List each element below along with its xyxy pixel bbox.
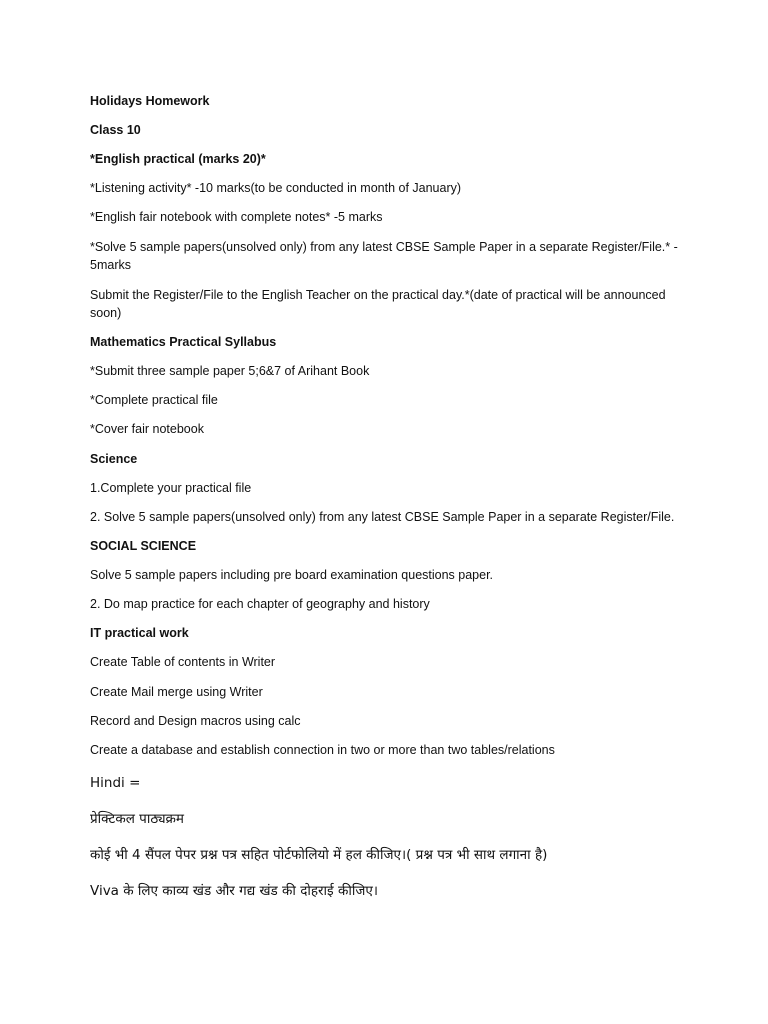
hindi-practical-syllabus: प्रेक्टिकल पाठ्यक्रम (90, 811, 184, 827)
document-title: Holidays Homework (90, 94, 210, 108)
hindi-section-heading: Hindi = (90, 775, 141, 791)
maths-section-heading: Mathematics Practical Syllabus (90, 335, 277, 349)
social-science-item-map-practice: 2. Do map practice for each chapter of geography and history (90, 597, 430, 611)
maths-item-practical-file: *Complete practical file (90, 393, 218, 407)
it-item-table-of-contents: Create Table of contents in Writer (90, 655, 276, 669)
it-item-database: Create a database and establish connection in two or more than two tables/relations (90, 743, 555, 757)
hindi-item-viva: Viva के लिए काव्य खंड और गद्य खंड की दोहराई कीजिए। (90, 883, 378, 899)
it-section-heading: IT practical work (90, 626, 189, 640)
english-item-submit: Submit the Register/File to the English Teacher on the practical day.*(date of practical will be announced soon) (90, 288, 666, 320)
science-item-sample-papers: 2. Solve 5 sample papers(unsolved only) from any latest CBSE Sample Paper in a separate Register/File. (90, 510, 675, 524)
social-science-section-heading: SOCIAL SCIENCE (90, 539, 197, 553)
english-item-notebook: *English fair notebook with complete notes* -5 marks (90, 210, 383, 224)
maths-item-notebook: *Cover fair notebook (90, 422, 204, 436)
it-item-mail-merge: Create Mail merge using Writer (90, 685, 263, 699)
it-item-macros: Record and Design macros using calc (90, 714, 301, 728)
science-section-heading: Science (90, 452, 138, 466)
social-science-item-sample-papers: Solve 5 sample papers including pre board examination questions paper. (90, 568, 494, 582)
english-item-listening: *Listening activity* -10 marks(to be conducted in month of January) (90, 181, 462, 195)
class-heading: Class 10 (90, 123, 141, 137)
science-item-practical-file: 1.Complete your practical file (90, 481, 252, 495)
english-item-sample-papers: *Solve 5 sample papers(unsolved only) from any latest CBSE Sample Paper in a separate Register/File.* - 5marks (90, 240, 678, 272)
english-section-heading: *English practical (marks 20)* (90, 152, 266, 166)
maths-item-sample-papers: *Submit three sample paper 5;6&7 of Arihant Book (90, 364, 370, 378)
hindi-item-sample-papers: कोई भी 4 सैंपल पेपर प्रश्न पत्र सहित पोर्टफोलियो में हल कीजिए।( प्रश्न पत्र भी साथ लगाना है) (90, 847, 548, 863)
